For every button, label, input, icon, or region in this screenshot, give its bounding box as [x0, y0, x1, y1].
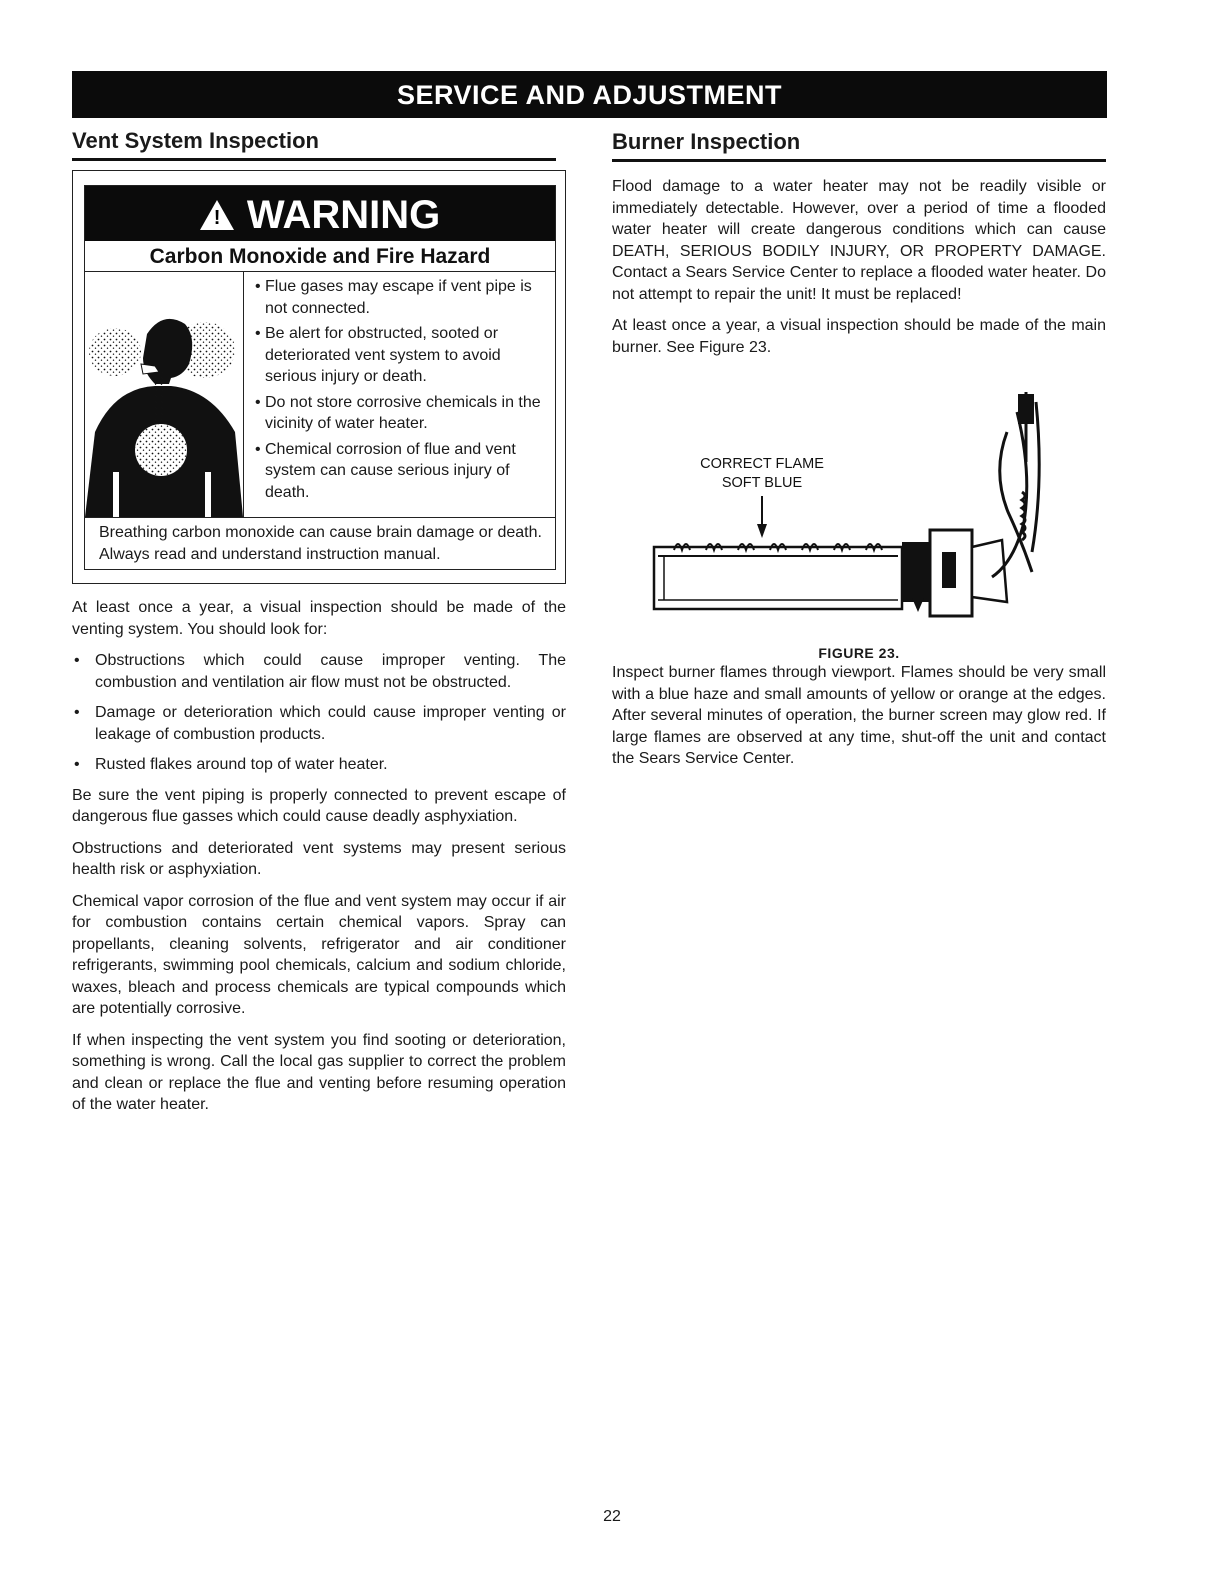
- burner-paragraph: Inspect burner flames through viewport. Flames should be very small with a blue haze and small amounts of yellow or orange at the edges. After several minutes of operation, the burner screen may glow red. If large flames are observed at any time, shut-off the unit and contact the Sears Service Center.: [612, 664, 1106, 767]
- warning-body: [85, 272, 555, 518]
- warning-item: • Chemical corrosion of flue and vent system can cause serious injury of death.: [255, 439, 547, 504]
- figure-caption: FIGURE 23.: [818, 645, 900, 661]
- warning-panel: [84, 185, 556, 570]
- co-inhalation-pictogram-icon: [85, 272, 244, 517]
- warning-item: • Flue gases may escape if vent pipe is not connected.: [255, 276, 547, 319]
- hazard-title: Carbon Monoxide and Fire Hazard: [85, 241, 555, 272]
- checklist-item: • Obstructions which could cause improper venting. The combustion and ventilation air flow must not be obstructed.: [72, 650, 566, 693]
- warning-footer: Breathing carbon monoxide can cause brain damage or death. Always read and understand instruction manual.: [99, 524, 542, 563]
- vent-paragraph: If when inspecting the vent system you find sooting or deterioration, something is wrong. Call the local gas supplier to correct the problem and clean or replace the flue and venting before resuming operation of the water heater.: [72, 1031, 566, 1113]
- figure-label-line2: SOFT BLUE: [721, 475, 803, 491]
- checklist-item: • Damage or deterioration which could cause improper venting or leakage of combustion products.: [72, 702, 566, 745]
- vent-paragraph: Chemical vapor corrosion of the flue and vent system may occur if air for combustion contains certain chemical vapors. Spray can propellants, cleaning solvents, refrigerator and air conditioner refrigerants, swimming pool chemicals, calcium and sodium chloride, waxes, bleach and process chemicals are typical compounds which are potentially corrosive.: [72, 892, 566, 1017]
- vent-checklist: [72, 650, 566, 776]
- figure-23: [612, 372, 1106, 661]
- right-column: [612, 126, 1106, 770]
- warning-header: [85, 186, 555, 241]
- burner-diagram-icon: [612, 372, 1106, 634]
- vent-section-title: Vent System Inspection: [72, 126, 556, 161]
- warning-item: • Be alert for obstructed, sooted or deteriorated vent system to avoid serious injury or death.: [255, 323, 547, 388]
- checklist-item: • Rusted flakes around top of water heater.: [72, 754, 566, 776]
- left-column: [72, 126, 566, 1116]
- burner-paragraph: Flood damage to a water heater may not be readily visible or immediately detectable. However, over a period of time a flooded water heater will create dangerous conditions which can cause DEATH, SERIOUS BODILY INJURY, OR PROPERTY DAMAGE. Contact a Sears Service Center to replace a flooded water heater. Do not attempt to repair the unit! It must be replaced!: [612, 178, 1106, 303]
- vent-paragraph: Be sure the vent piping is properly connected to prevent escape of dangerous flue gasses which could cause deadly asphyxiation.: [72, 786, 566, 825]
- vent-paragraph: Obstructions and deteriorated vent systems may present serious health risk or asphyxiation.: [72, 839, 566, 878]
- warning-item: • Do not store corrosive chemicals in the vicinity of water heater.: [255, 392, 547, 435]
- page-number: 22: [603, 1508, 621, 1525]
- warning-triangle-icon: !: [200, 200, 234, 230]
- section-banner: SERVICE AND ADJUSTMENT: [72, 71, 1107, 118]
- figure-label-line1: CORRECT FLAME: [700, 456, 824, 472]
- warning-list: [255, 276, 547, 507]
- burner-section-title: Burner Inspection: [612, 127, 1106, 162]
- warning-heading: WARNING: [246, 193, 441, 237]
- vent-intro: At least once a year, a visual inspection should be made of the venting system. You should look for:: [72, 599, 566, 638]
- burner-paragraph: At least once a year, a visual inspection should be made of the main burner. See Figure 23.: [612, 317, 1106, 356]
- warning-box: [72, 170, 566, 584]
